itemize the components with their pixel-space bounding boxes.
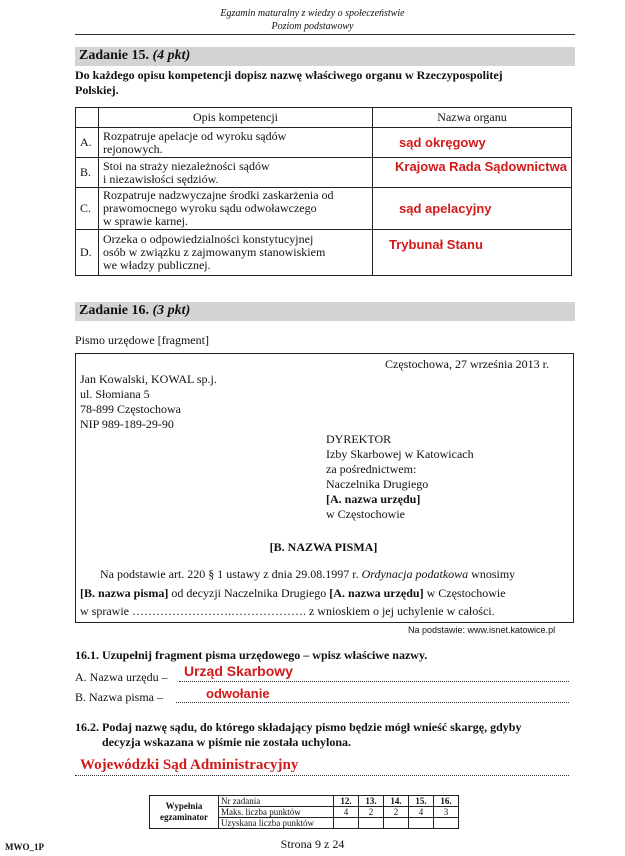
answer-b: odwołanie (206, 686, 270, 701)
recipient-line: DYREKTOR (326, 432, 392, 446)
q16-2-text (75, 720, 575, 750)
task15-instruction (75, 68, 575, 98)
max-points: 2 (359, 807, 384, 818)
recipient-line: Izby Skarbowej w Katowicach (326, 447, 474, 461)
earned-points-cell[interactable] (409, 818, 434, 829)
row-letter: B. (76, 158, 99, 188)
task-number: 14. (384, 796, 409, 807)
sender-line: 78-899 Częstochowa (80, 402, 181, 416)
task15-title: Zadanie 15. (79, 48, 150, 63)
earned-points-cell[interactable] (334, 818, 359, 829)
label-b: B. Nazwa pisma – (75, 690, 163, 704)
q16-2-line1: 16.2. Podaj nazwę sądu, do którego składający pismo będzie mógł wnieść skargę, gdyby (75, 720, 522, 734)
exam-code: MWO_1P (5, 842, 44, 852)
source-note: Na podstawie: www.isnet.katowice.pl (408, 625, 556, 635)
earned-points-cell[interactable] (359, 818, 384, 829)
sender-block (80, 372, 217, 432)
max-points: 2 (384, 807, 409, 818)
recipient-block (326, 432, 474, 522)
row-desc: Orzeka o odpowiedzialności konstytucyjnej osób w związku z zajmowanym stanowiskiem we władzy publicznej. (99, 230, 373, 276)
task15-instruction-line2: Polskiej. (75, 83, 119, 97)
body-text-bold: [B. nazwa pisma] (80, 586, 169, 600)
q16-1-text: 16.1. Uzupełnij fragment pisma urzędowego – wpisz właściwe nazwy. (75, 648, 428, 662)
answer-c: Wojewódzki Sąd Administracyjny (80, 757, 299, 773)
q16-2-line2: decyzja wskazana w piśmie nie została uchylona. (102, 735, 351, 749)
label-a: A. Nazwa urzędu – (75, 670, 168, 684)
exam-title: Egzamin maturalny z wiedzy o społeczeństwie (220, 8, 405, 19)
answer-text: sąd apelacyjny (399, 200, 492, 216)
answer-field[interactable] (373, 188, 572, 230)
body-text: w sprawie …………………….………………. z wnioskiem o jej uchylenie w całości. (80, 604, 495, 618)
body-text: w Częstochowie (423, 586, 506, 600)
col-name-header: Nazwa organu (373, 108, 572, 128)
body-text: wnosimy (468, 567, 516, 581)
task-number: 16. (434, 796, 459, 807)
place-date: Częstochowa, 27 września 2013 r. (385, 357, 549, 371)
body-text: od decyzji Naczelnika Drugiego (168, 586, 330, 600)
task15-header (75, 47, 575, 66)
answer-line-a[interactable] (179, 681, 569, 682)
answer-line-c[interactable] (75, 775, 569, 776)
table-row (76, 158, 572, 188)
letter-body (80, 567, 568, 619)
sender-line: Jan Kowalski, KOWAL sp.j. (80, 372, 217, 386)
body-text-bold: [A. nazwa urzędu] (329, 586, 424, 600)
exam-level: Poziom podstawowy (271, 21, 354, 32)
task16-title: Zadanie 16. (79, 303, 150, 318)
max-points: 4 (334, 807, 359, 818)
answer-field[interactable] (373, 128, 572, 158)
task-number: 13. (359, 796, 384, 807)
earned-points-cell[interactable] (434, 818, 459, 829)
letter-caption: Pismo urzędowe [fragment] (75, 333, 209, 347)
body-text-italic: Ordynacja podatkowa (361, 567, 469, 581)
table-row (76, 188, 572, 230)
task-number: 12. (334, 796, 359, 807)
answer-field[interactable] (373, 230, 572, 276)
table-row (76, 128, 572, 158)
score-left-label: Wypełnia egzaminator (150, 796, 219, 829)
answer-text: Trybunał Stanu (389, 236, 483, 252)
table-row (76, 230, 572, 276)
header-divider (75, 34, 575, 35)
row-letter: C. (76, 188, 99, 230)
recipient-line: Naczelnika Drugiego (326, 477, 429, 491)
max-points: 4 (409, 807, 434, 818)
body-text: Na podstawie art. 220 § 1 ustawy z dnia 29.08.1997 r. (100, 567, 362, 581)
page-number: Strona 9 z 24 (280, 837, 345, 851)
row-desc: Rozpatruje nadzwyczajne środki zaskarżenia od prawomocnego wyroku sądu odwoławczego w sprawie karnej. (99, 188, 373, 230)
recipient-line: za pośrednictwem: (326, 462, 417, 476)
document-title: [B. NAZWA PISMA] (269, 540, 378, 554)
answer-field[interactable] (373, 158, 572, 188)
score-table (149, 795, 459, 829)
max-points: 3 (434, 807, 459, 818)
col-desc-header: Opis kompetencji (99, 108, 373, 128)
task-number: 15. (409, 796, 434, 807)
row-letter: A. (76, 128, 99, 158)
task15-instruction-line1: Do każdego opisu kompetencji dopisz nazwę właściwego organu w Rzeczypospolitej (75, 68, 503, 82)
answer-text: Krajowa Rada Sądownictwa (395, 158, 567, 174)
row-desc: Rozpatruje apelacje od wyroku sądów rejonowych. (99, 128, 373, 158)
row-label-earned: Uzyskana liczba punktów (219, 818, 334, 829)
recipient-line: w Częstochowie (326, 507, 405, 521)
sender-line: NIP 989-189-29-90 (80, 417, 174, 431)
task16-points: (3 pkt) (152, 303, 191, 318)
row-label-task: Nr zadania (219, 796, 334, 807)
answer-line-b[interactable] (176, 702, 569, 703)
table-header-row (76, 108, 572, 128)
row-desc: Stoi na straży niezależności sądów i niezawisłości sędziów. (99, 158, 373, 188)
row-label-max: Maks. liczba punktów (219, 807, 334, 818)
row-letter: D. (76, 230, 99, 276)
task16-header (75, 302, 575, 321)
recipient-line: [A. nazwa urzędu] (326, 492, 421, 506)
answer-text: sąd okręgowy (399, 134, 486, 150)
competence-table (75, 107, 572, 276)
earned-points-cell[interactable] (384, 818, 409, 829)
answer-a: Urząd Skarbowy (184, 663, 293, 679)
task15-points: (4 pkt) (152, 48, 191, 63)
sender-line: ul. Słomiana 5 (80, 387, 150, 401)
